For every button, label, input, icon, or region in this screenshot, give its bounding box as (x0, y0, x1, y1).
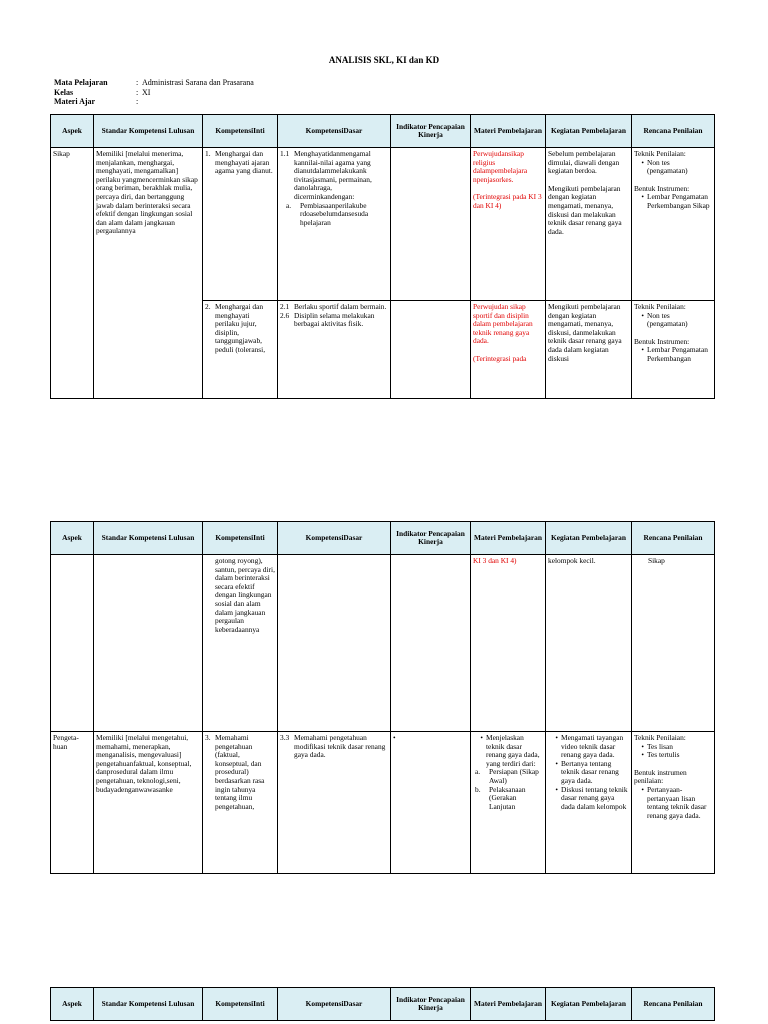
cell-kegiatan: kelompok kecil. (546, 555, 632, 732)
cell-aspek: Sikap (51, 148, 94, 399)
cell-skl (94, 555, 203, 732)
table-row (51, 732, 715, 874)
table-row (51, 555, 715, 732)
cell-skl: Memiliki [melalui mengetahui, memahami, menerapkan, menganalisis, mengevaluasi] pengetahuanfaktual, konseptual, danprosedural dalam ilmu pengetahuan, teknologi,seni, budayadenganwawasanke (94, 732, 203, 874)
header-ipk: Indikator Pencapaian Kinerja (391, 115, 471, 148)
meta-value: Administrasi Sarana dan Prasarana (142, 78, 254, 87)
cell-penilaian: Teknik Penilaian: • Non tes (pengamatan) Bentuk Instrumen: • Lembar Pengamatan Perkembangan (632, 301, 715, 399)
meta-key: Materi Ajar (54, 97, 96, 106)
header-materi: Materi Pembelajaran (471, 522, 546, 555)
header-skl: Standar Kompetensi Lulusan (94, 522, 203, 555)
header-penilaian: Rencana Penilaian (632, 115, 715, 148)
document-meta (54, 78, 254, 107)
cell-kegiatan: • Mengamati tayangan video teknik dasar renang gaya dada. • Bertanya tentang teknik dasar renang gaya dada. • Diskusi tentang teknik dasar renang gaya dada dalam kelompok (546, 732, 632, 874)
cell-penilaian: Teknik Penilaian: • Tes lisan • Tes tertulis Bentuk instrumen penilaian: • Pertanyaan-pertanyaan lisan tentang teknik dasar renang gaya dada. (632, 732, 715, 874)
cell-ki: gotong royong), santun, percaya diri, dalam berinteraksi secara efektif dengan lingkungan sosial dan alam dalam jangkauan pergaulan keberadaannya (203, 555, 278, 732)
analysis-table-2 (50, 521, 715, 874)
header-skl: Standar Kompetensi Lulusan (94, 115, 203, 148)
meta-row-class (54, 88, 254, 98)
header-kd: KompetensiDasar (278, 522, 391, 555)
cell-kd: 1.1 Menghayatidanmengamal kannilai-nilai agama yang dianutdalammelakukank tivitasjasmani, permainan, danolahraga, dicerminkandengan: a. Pembiasaanperilakube rdoasebelumdansesuda hpelajaran (278, 148, 391, 301)
cell-skl: Memiliki [melalui menerima, menjalankan, menghargai, menghayati, mengamalkan] perilaku yangmencerminkan sikap orang beriman, berakhlak mulia, percaya diri, dan bertanggung jawab dalam berinteraksi secara efektif dengan lingkungan sosial dan alam dalam jangkauan pergaulannya (94, 148, 203, 399)
meta-key: Mata Pelajaran (54, 78, 108, 87)
cell-penilaian: Teknik Penilaian: • Non tes (pengamatan) Bentuk Instrumen: • Lembar Pengamatan Perkembangan Sikap (632, 148, 715, 301)
cell-materi: KI 3 dan KI 4) (471, 555, 546, 732)
header-materi: Materi Pembelajaran (471, 988, 546, 1021)
cell-kegiatan: Mengikuti pembelajaran dengan kegiatan mengamati, menanya, diskusi, danmelakukan teknik dasar renang gaya dada dalam kegiatan diskusi (546, 301, 632, 399)
meta-sep: : (136, 78, 139, 87)
cell-materi: Perwujudansikap religius dalampembelajara npenjasorkes. (Terintegrasi pada KI 3 dan KI 4) (471, 148, 546, 301)
header-kegiatan: Kegiatan Pembelajaran (546, 115, 632, 148)
cell-ipk (391, 148, 471, 301)
cell-ipk (391, 555, 471, 732)
cell-ipk: • (391, 732, 471, 874)
header-ki: KompetensiInti (203, 988, 278, 1021)
cell-ki: 3. Memahami pengetahuan (faktual, konseptual, dan prosedural) berdasarkan rasa ingin tahunya tentang ilmu pengetahuan, (203, 732, 278, 874)
header-materi: Materi Pembelajaran (471, 115, 546, 148)
meta-key: Kelas (54, 87, 74, 97)
header-ipk: Indikator Pencapaian Kinerja (391, 988, 471, 1021)
analysis-table-3 (50, 987, 715, 1021)
table-row (51, 148, 715, 301)
header-aspek: Aspek (51, 115, 94, 148)
header-kd: KompetensiDasar (278, 988, 391, 1021)
cell-kd (278, 555, 391, 732)
header-kd: KompetensiDasar (278, 115, 391, 148)
meta-sep: : (136, 97, 139, 106)
cell-kd: 3.3 Memahami pengetahuan modifikasi teknik dasar renang gaya dada. (278, 732, 391, 874)
header-penilaian: Rencana Penilaian (632, 988, 715, 1021)
header-skl: Standar Kompetensi Lulusan (94, 988, 203, 1021)
meta-row-material (54, 97, 254, 107)
table-header-row (51, 988, 715, 1021)
cell-ipk (391, 301, 471, 399)
cell-ki: 1. Menghargai dan menghayati ajaran agama yang dianut. (203, 148, 278, 301)
meta-value: XI (142, 87, 151, 97)
cell-penilaian: Sikap (632, 555, 715, 732)
header-aspek: Aspek (51, 988, 94, 1021)
meta-row-subject (54, 78, 254, 88)
document-title: ANALISIS SKL, KI dan KD (328, 55, 440, 65)
table-header-row (51, 522, 715, 555)
header-ipk: Indikator Pencapaian Kinerja (391, 522, 471, 555)
cell-aspek: Pengeta-huan (51, 732, 94, 874)
header-ki: KompetensiInti (203, 522, 278, 555)
header-ki: KompetensiInti (203, 115, 278, 148)
cell-kegiatan: Sebelum pembelajaran dimulai, diawali dengan kegiatan berdoa. Mengikuti pembelajaran dengan kegiatan mengamati, menanya, diskusi dan melakukan teknik dasar renang gaya dada. (546, 148, 632, 301)
header-kegiatan: Kegiatan Pembelajaran (546, 988, 632, 1021)
table-header-row (51, 115, 715, 148)
cell-ki: 2. Menghargai dan menghayati perilaku jujur, disiplin, tanggungjawab, peduli (toleransi, (203, 301, 278, 399)
header-kegiatan: Kegiatan Pembelajaran (546, 522, 632, 555)
analysis-table-1 (50, 114, 715, 399)
cell-materi: • Menjelaskan teknik dasar renang gaya dada, yang terdiri dari: a. Persiapan (Sikap Awal) b. Pelaksanaan (Gerakan Lanjutan (471, 732, 546, 874)
cell-kd: 2.1 Berlaku sportif dalam bermain. 2.6 Disiplin selama melakukan berbagai aktivitas fisik. (278, 301, 391, 399)
cell-materi: Perwujudan sikap sportif dan disiplin dalam pembelajaran teknik renang gaya dada. (Terintegrasi pada (471, 301, 546, 399)
cell-aspek (51, 555, 94, 732)
header-penilaian: Rencana Penilaian (632, 522, 715, 555)
meta-sep: : (136, 87, 139, 97)
header-aspek: Aspek (51, 522, 94, 555)
